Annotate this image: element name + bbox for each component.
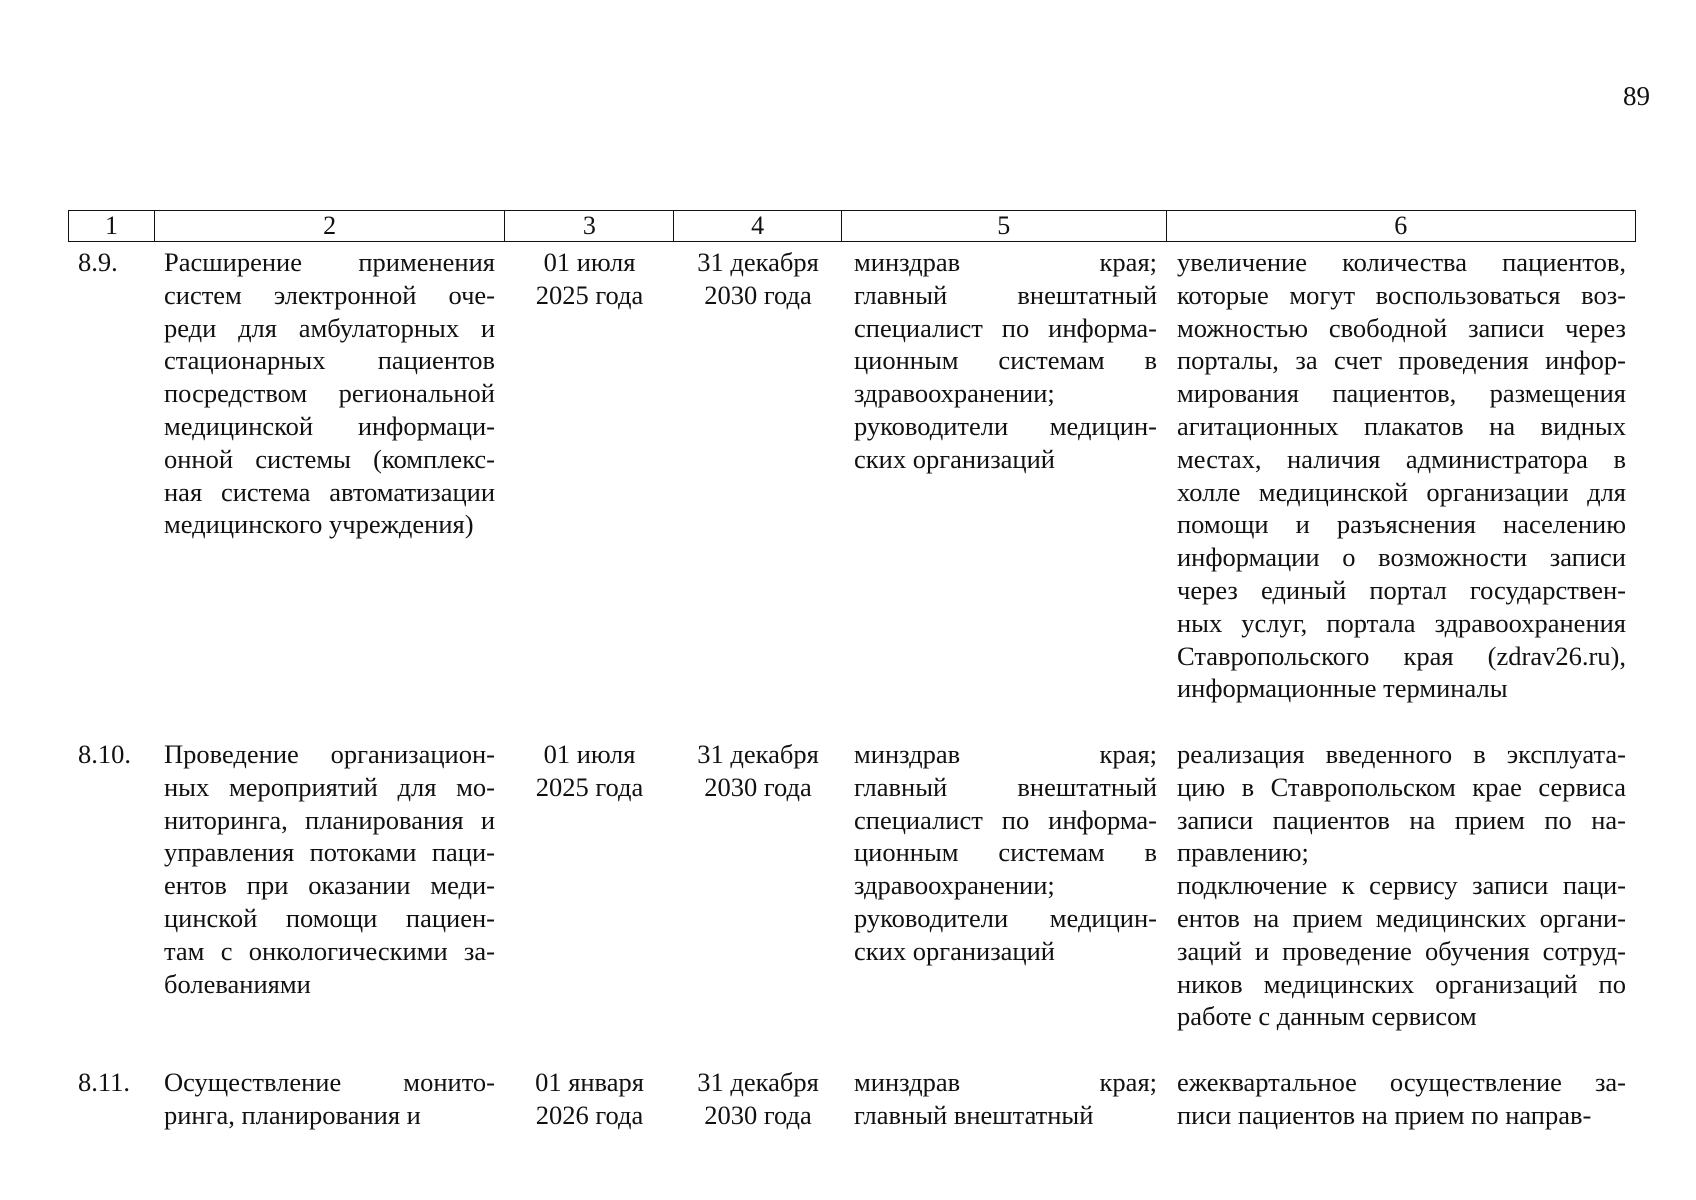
cell-line: цию в Ставропольском крае сервиса — [1177, 771, 1626, 802]
header-cell-6: 6 — [1394, 211, 1408, 240]
cell-line: медицинского учреждения) — [164, 509, 474, 540]
row-number-cell: 8.9. — [78, 247, 118, 277]
cell-line: главный внештатный — [854, 771, 1157, 802]
cell-line: 2030 года — [704, 1099, 812, 1130]
cell-line: Расширение применения — [164, 247, 495, 277]
cell-line: руководители медицин- — [854, 410, 1157, 441]
start-date-cell — [505, 1066, 674, 1132]
cell-line: заций и проведение обучения сотруд- — [1177, 935, 1626, 966]
cell-line: главный внештатный — [854, 1099, 1094, 1130]
cell-line: 01 июля — [543, 247, 636, 277]
cell-line: которые могут воспользоваться воз- — [1177, 279, 1626, 310]
cell-line: реализация введенного в эксплуата- — [1177, 739, 1626, 769]
cell-line: писи пациентов на прием по направ- — [1177, 1099, 1592, 1130]
cell-line: болеваниями — [164, 968, 311, 999]
cell-line: главный внештатный — [854, 279, 1157, 310]
cell-line: 31 декабря — [697, 247, 819, 277]
cell-line: стационарных пациентов — [164, 345, 495, 376]
cell-line: ная система автоматизации — [164, 476, 495, 507]
responsible-cell — [842, 246, 1167, 476]
cell-line: 2030 года — [704, 771, 812, 802]
cell-line: мирования пациентов, размещения — [1177, 378, 1626, 409]
cell-line: Ставропольского края (zdrav26.ru), — [1177, 640, 1626, 671]
cell-line: ционным системам в — [854, 345, 1157, 376]
start-date-cell — [505, 246, 674, 312]
responsible-cell — [842, 1066, 1167, 1132]
responsible-cell — [842, 738, 1167, 968]
header-cell-5: 5 — [842, 211, 1167, 241]
cell-line: порталы, за счет проведения инфор- — [1177, 345, 1626, 376]
cell-line: 2026 года — [535, 1099, 644, 1130]
activity-cell — [68, 246, 505, 541]
cell-line: посредством региональной — [164, 378, 495, 409]
end-date-cell — [674, 738, 842, 804]
cell-line: ежеквартальное осуществление за- — [1177, 1067, 1626, 1097]
cell-line: помощи и разъяснения населению — [1177, 509, 1626, 540]
cell-line: ных мероприятий для мо- — [164, 771, 495, 802]
cell-line: 01 января — [535, 1067, 644, 1097]
cell-line: реди для амбулаторных и — [164, 312, 495, 343]
activity-cell — [68, 738, 505, 1000]
cell-line: 01 июля — [543, 739, 636, 769]
end-date-cell — [674, 1066, 842, 1132]
cell-line: увеличение количества пациентов, — [1177, 247, 1626, 277]
cell-line: записи пациентов на прием по на- — [1177, 804, 1626, 835]
cell-line: подключение к сервису записи паци- — [1177, 870, 1626, 901]
cell-line: ентов на прием медицинских органи- — [1177, 902, 1626, 933]
cell-line: онной системы (комплекс- — [164, 443, 495, 474]
cell-line: местах, наличия администратора в — [1177, 443, 1626, 474]
row-number-cell: 8.10. — [78, 739, 131, 769]
cell-line: там с онкологическими за- — [164, 935, 495, 966]
cell-line: здравоохранении; — [854, 870, 1055, 901]
cell-line: ских организаций — [854, 935, 1055, 966]
cell-line: ных услуг, портала здравоохранения — [1177, 607, 1626, 638]
cell-line: через единый портал государствен- — [1177, 574, 1626, 605]
cell-line: холле медицинской организации для — [1177, 476, 1626, 507]
cell-line: Проведение организацион- — [164, 739, 495, 769]
header-cell-4: 4 — [674, 211, 842, 241]
cell-line: информации о возможности записи — [1177, 542, 1626, 573]
cell-line: специалист по информа- — [854, 804, 1157, 835]
cell-line: специалист по информа- — [854, 312, 1157, 343]
activity-cell — [68, 1066, 505, 1132]
cell-line: агитационных плакатов на видных — [1177, 410, 1626, 441]
result-cell — [1167, 1066, 1636, 1132]
table-row — [68, 246, 1636, 705]
table-header-row — [68, 210, 1636, 242]
cell-line: Осуществление монито- — [164, 1067, 495, 1097]
cell-line: ских организаций — [854, 443, 1055, 474]
cell-line: 2030 года — [704, 279, 812, 310]
cell-line: ринга, планирования и — [164, 1099, 421, 1130]
cell-line: ниторинга, планирования и — [164, 804, 495, 835]
cell-line: управления потоками паци- — [164, 837, 495, 868]
cell-line: минздрав края; — [854, 247, 1157, 277]
cell-line: работе с данным сервисом — [1177, 1001, 1477, 1032]
cell-line: ников медицинских организаций по — [1177, 968, 1626, 999]
cell-line: минздрав края; — [854, 739, 1157, 769]
cell-line: цинской помощи пациен- — [164, 902, 495, 933]
result-cell — [1167, 738, 1636, 1033]
page-number: 89 — [1623, 81, 1650, 111]
cell-line: ционным системам в — [854, 837, 1157, 868]
header-cell-3: 3 — [505, 211, 674, 241]
cell-line: информационные терминалы — [1177, 673, 1508, 704]
cell-line: руководители медицин- — [854, 902, 1157, 933]
cell-line: 2025 года — [535, 771, 644, 802]
cell-line: 31 декабря — [697, 1067, 819, 1097]
header-cell-2: 2 — [155, 211, 506, 241]
cell-line: 31 декабря — [697, 739, 819, 769]
cell-line: можностью свободной записи через — [1177, 312, 1626, 343]
cell-line: 2025 года — [535, 279, 644, 310]
cell-line: здравоохранении; — [854, 378, 1055, 409]
row-number-cell: 8.11. — [78, 1067, 131, 1097]
cell-line: ентов при оказании меди- — [164, 870, 495, 901]
table-row — [68, 738, 1636, 1033]
cell-line: минздрав края; — [854, 1067, 1157, 1097]
table-row — [68, 1066, 1636, 1132]
cell-line: медицинской информаци- — [164, 410, 495, 441]
end-date-cell — [674, 246, 842, 312]
header-cell-1: 1 — [69, 211, 155, 241]
result-cell — [1167, 246, 1636, 705]
cell-line: правлению; — [1177, 837, 1309, 868]
start-date-cell — [505, 738, 674, 804]
cell-line: систем электронной оче- — [164, 279, 495, 310]
